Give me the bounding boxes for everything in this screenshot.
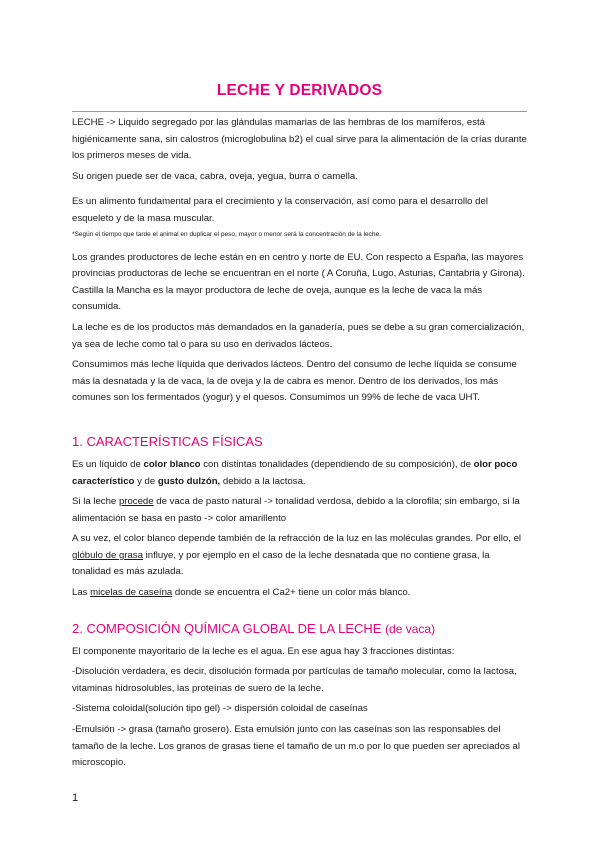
- intro-paragraph: Consumimos más leche líquida que derivados lácteos. Dentro del consumo de leche líquida se consume más la desnatada y la de vaca, la de oveja y la de cabra es menor. Dentro de los derivados, los más comunes son los fermentados (yogur) y el quesos. Consumimos un 99% de leche de vaca UHT.: [72, 359, 517, 404]
- section1-paragraph: Es un líquido de color blanco con distintas tonalidades (dependiendo de su composición), de olor poco característico y de gusto dulzón, debido a la lactosa.: [72, 458, 518, 487]
- document-body: [72, 115, 530, 776]
- section1-paragraph: A su vez, el color blanco depende también de la refracción de la luz en las moléculas grandes. Por ello, el glóbulo de grasa influye, y por ejemplo en el caso de la leche desnatada que no contiene grasa, la tonalidad es más azulada.: [72, 533, 522, 578]
- intro-paragraph: La leche es de los productos más demandados en la ganadería, pues se debe a su gran comercialización, ya sea de leche como tal o para su uso en derivados lácteos.: [72, 321, 525, 350]
- intro-paragraph: LECHE -> Liquido segregado por las glándulas mamarias de las hembras de los mamíferos, está higiénicamente sana, sin calostros (microglobulina b2) el cual sirve para la alimentación de la crías durante los primeros meses de vida.: [72, 117, 527, 162]
- intro-paragraph: Es un alimento fundamental para el crecimiento y la conservación, así como para el desarrollo del esqueleto y de la masa muscular.: [72, 196, 488, 224]
- section2-paragraph: -Emulsión -> grasa (tamaño grosero). Esta emulsión junto con las caseínas son las responsables del tamaño de la leche. Los granos de grasas tiene el tamaño de un m.o por lo que pueden ser apreciados al microscopio.: [72, 724, 521, 769]
- intro-paragraph: Su origen puede ser de vaca, cabra, oveja, yegua, burra o camella.: [72, 170, 358, 182]
- section2-paragraph: -Sistema coloidal(solución tipo gel) -> dispersión coloidal de caseínas: [72, 703, 368, 715]
- section1-paragraph: Las micelas de caseína donde se encuentra el Ca2+ tiene un color más blanco.: [72, 587, 411, 599]
- section2-paragraph: -Disolución verdadera, es decir, disolución formada por partículas de tamaño molecular, como la lactosa, vitaminas hidrosolubles, las proteínas de suero de la leche.: [72, 666, 517, 694]
- section-heading-physical: 1. CARACTERÍSTICAS FÍSICAS: [72, 433, 263, 449]
- section1-paragraph: Si la leche procede de vaca de pasto natural -> tonalidad verdosa, debido a la clorofila; sin embargo, si la alimentación se basa en pasto -> color amarillento: [72, 496, 520, 524]
- page-title: LECHE Y DERIVADOS: [216, 82, 383, 99]
- section2-paragraph: El componente mayoritario de la leche es el agua. En ese agua hay 3 fracciones distintas:: [72, 645, 455, 657]
- intro-paragraph: Los grandes productores de leche están en en centro y norte de EU. Con respecto a España, las mayores provincias productoras de leche se encuentran en el norte ( A Coruña, Lugo, Asturias, Cantabria y Girona). Castilla la Mancha es la mayor productora de leche de oveja, aunque es la leche de vaca la más consumida.: [72, 251, 525, 313]
- page-number: 1: [72, 792, 79, 804]
- footnote: *Según el tiempo que tarde el animal en duplicar el peso, mayor o menor será la concentración de la leche.: [72, 230, 381, 238]
- section-heading-composition: 2. COMPOSICIÓN QUÍMICA GLOBAL DE LA LECHE (de vaca): [72, 620, 436, 636]
- title-divider: [72, 111, 527, 112]
